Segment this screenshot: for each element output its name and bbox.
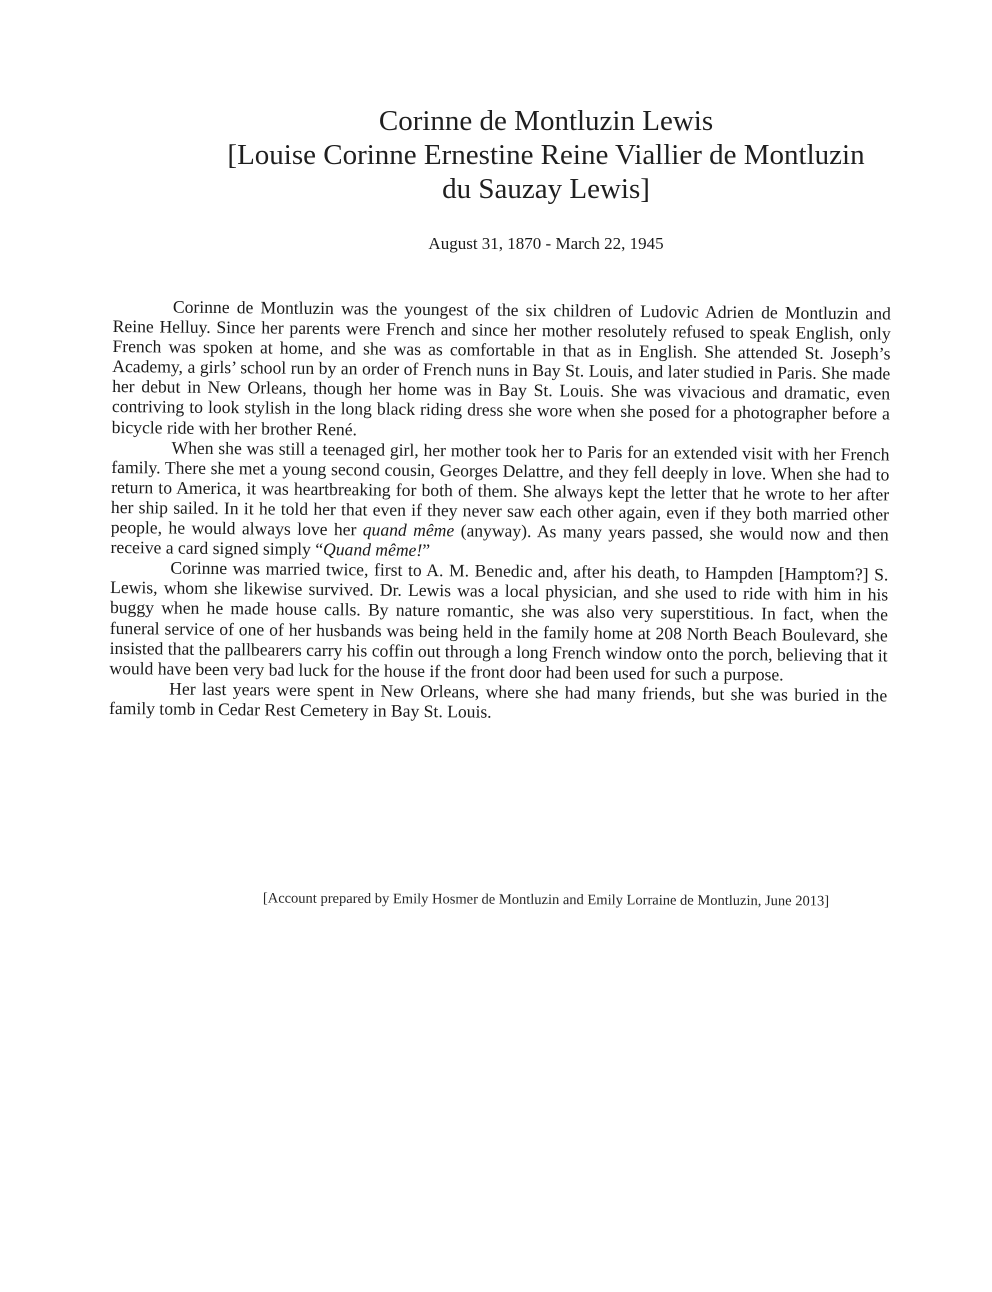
life-dates: August 31, 1870 - March 22, 1945 <box>428 234 664 253</box>
paragraph-1: Corinne de Montluzin was the youngest of the six children of Ludovic Adrien de Montluzin and Reine Helluy. Since her parents were French and since her mother resolutely refused to speak English, only French was spoken at home, and she was as comfortable in that as in English. She attended St. Joseph’s Academy, a girls’ school run by an order of French nuns in Bay St. Louis, and later studied in Paris. She made her debut in New Orleans, though her home was in Bay St. Louis. She was vivacious and dramatic, even contriving to look stylish in the long black riding dress she wore when she posed for a photographer before a bicycle ride with her brother René. <box>111 296 891 439</box>
title-line-2: [Louise Corinne Ernestine Reine Viallier de Montluzin <box>227 139 865 171</box>
paragraph-2-italic-1: quand même <box>362 519 455 541</box>
paragraph-2-text-b: (anyway). As many years passed, she would now and then receive a card signed simply “ <box>110 520 889 560</box>
paragraph-2-text-c: ” <box>422 540 431 561</box>
title-line-3: du Sauzay Lewis] <box>442 173 650 205</box>
paragraph-4: Her last years were spent in New Orleans, where she had many friends, but she was buried in the family tomb in Cedar Rest Cemetery in Bay St. Louis. <box>108 678 888 722</box>
credit-note: [Account prepared by Emily Hosmer de Montluzin and Emily Lorraine de Montluzin, June 2013] <box>262 890 830 910</box>
paragraph-2 <box>110 437 889 565</box>
paragraph-2-text-a: When she was still a teenaged girl, her mother took her to Paris for an extended visit with her French family. There she met a young second cousin, Georges Delattre, and they fell deeply in love. When she had to return to America, it was heartbreaking for both of them. She always kept the letter that he wrote to her after her ship sailed. In it he told her that even if they never saw each other again, even if they both married other people, he would always love her <box>110 437 890 540</box>
biography-body <box>109 296 891 725</box>
page-title <box>100 104 992 206</box>
paragraph-3: Corinne was married twice, first to A. M. Benedic and, after his death, to Hampden [Hamptom?] S. Lewis, whom she likewise survived. Dr. Lewis was a local physician, and she used to ride with him in his buggy when he made house calls. By nature romantic, she was also very superstitious. In fact, when the funeral service of one of her husbands was being held in the family home at 208 North Beach Boulevard, she insisted that the pallbearers carry his coffin out through a long French window onto the porch, believing that it would have been very bad luck for the house if the front door had been used for such a purpose. <box>109 557 889 685</box>
title-line-1: Corinne de Montluzin Lewis <box>378 105 714 137</box>
paragraph-2-italic-2: Quand même! <box>322 539 423 561</box>
